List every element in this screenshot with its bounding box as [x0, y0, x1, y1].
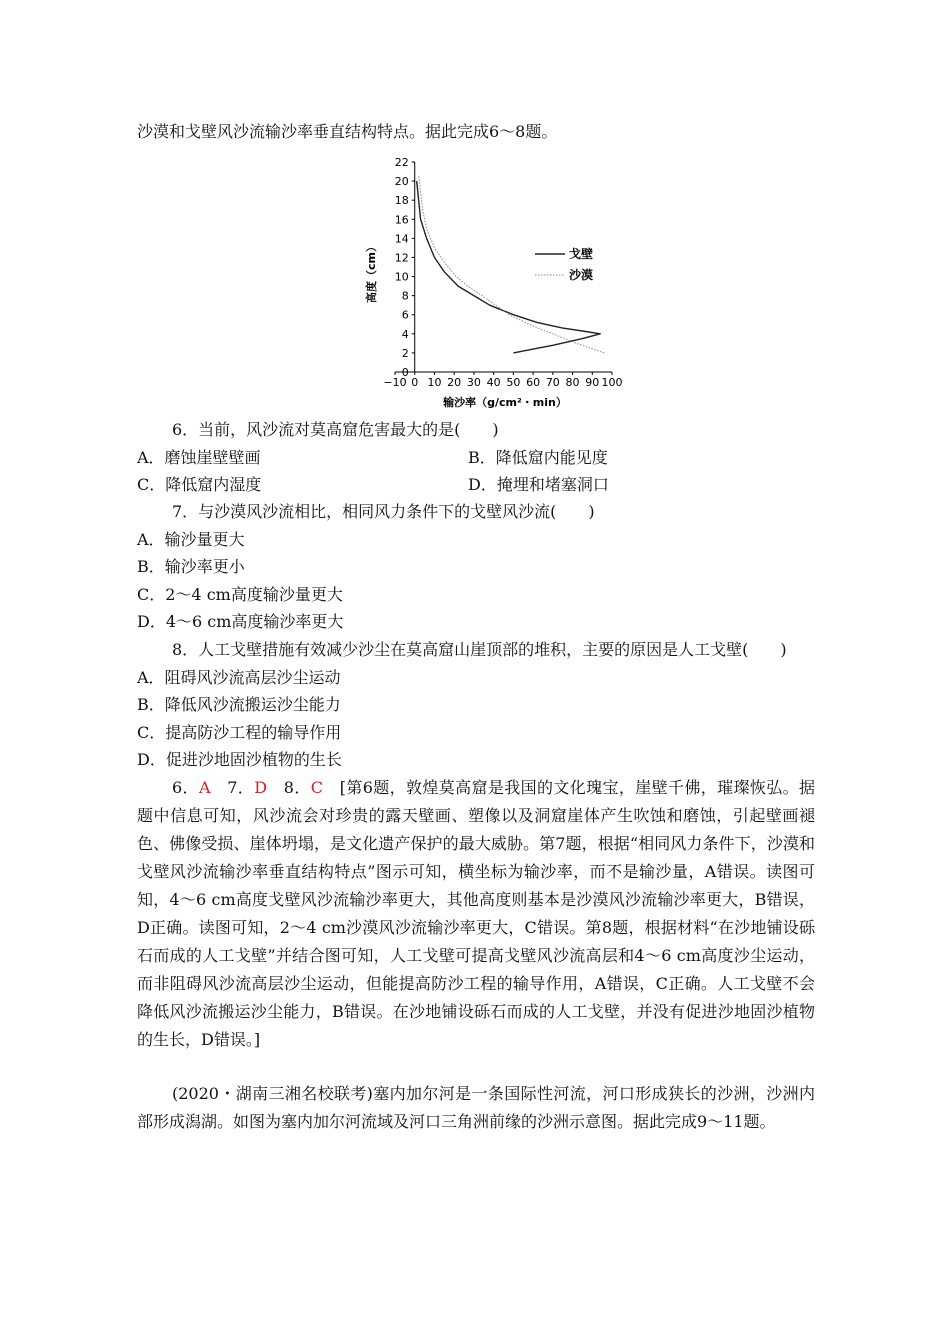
answer-8-key: C [310, 778, 323, 797]
answer-7-key: D [254, 778, 268, 797]
x-tick-label: 20 [447, 376, 462, 389]
answer-explanation [137, 774, 815, 1054]
x-tick-label: 60 [526, 376, 541, 389]
x-tick-label: 100 [601, 376, 623, 389]
answer-6-key: A [198, 778, 211, 797]
q7-option-d: D．4～6 cm高度输沙率更大 [137, 612, 344, 631]
y-tick-label: 6 [401, 308, 409, 322]
q8-option-b: B．降低风沙流搬运沙尘能力 [137, 695, 341, 714]
y-tick-label: 12 [394, 251, 409, 265]
y-tick-label: 14 [394, 232, 409, 246]
sand-transport-chart [355, 150, 635, 412]
x-tick-label: 50 [506, 376, 521, 389]
y-tick-label: 0 [401, 366, 409, 379]
next-section-intro [137, 1080, 815, 1136]
legend-label: 戈壁 [569, 247, 594, 261]
series-line-desert [419, 176, 604, 353]
q7-stem: 7．与沙漠风沙流相比，相同风力条件下的戈壁风沙流( ) [172, 502, 595, 521]
q7-option-a: A．输沙量更大 [137, 530, 245, 549]
y-axis-label: 高度（cm） [365, 241, 378, 303]
chart-series [417, 176, 604, 353]
x-tick-label: 90 [585, 376, 600, 389]
q8-option-c: C．提高防沙工程的输导作用 [137, 723, 342, 742]
y-tick-label: 2 [401, 346, 409, 360]
answer-8-number: 8． [267, 778, 311, 797]
y-tick-label: 16 [394, 213, 409, 227]
y-tick-label: 18 [394, 194, 409, 208]
x-axis-label: 输沙率（g/cm²・min） [443, 396, 567, 409]
y-tick-label: 20 [394, 175, 409, 189]
y-tick-label: 22 [394, 156, 409, 169]
x-tick-label: 10 [427, 376, 442, 389]
q8-option-a: A．阻碍风沙流高层沙尘运动 [137, 668, 341, 687]
x-tick-label: −10 [383, 376, 407, 389]
chart-legend [535, 246, 593, 282]
answer-text: [第6题，敦煌莫高窟是我国的文化瑰宝，崖壁千佛，璀璨恢弘。据题中信息可知，风沙流会对珍贵的露天壁画、塑像以及洞窟崖体产生吹蚀和磨蚀，引起壁画褪色、佛像受损、崖体坍塌，是文化遗产保护的最大威胁。第7题，根据“相同风力条件下，沙漠和戈壁风沙流输沙率垂直结构特点”图示可知，横坐标为输沙率，而不是输沙量，A错误。读图可知，4～6 cm高度戈壁风沙流输沙率更大，其他高度则基本是沙漠风沙流输沙率更大，B错误，D正确。读图可知，2～4 cm沙漠风沙流输沙率更大，C错误。第8题，根据材料“在沙地铺设砾石而成的人工戈壁”并结合图可知，人工戈壁可提高戈壁风沙流高层和4～6 cm高度沙尘运动，而非阻碍风沙流高层沙尘运动，但能提高防沙工程的输导作用，A错误，C正确。人工戈壁不会降低风沙流搬运沙尘能力，B错误。在沙地铺设砾石而成的人工戈壁，并没有促进沙地固沙植物的生长，D错误。] [137, 778, 815, 1049]
x-tick-label: 80 [565, 376, 580, 389]
chart-axes [395, 162, 612, 372]
intro-line: 沙漠和戈壁风沙流输沙率垂直结构特点。据此完成6～8题。 [137, 122, 558, 141]
x-tick-label: 70 [545, 376, 560, 389]
q6-option-c: C．降低窟内湿度 [137, 475, 262, 494]
q7-option-c: C．2～4 cm高度输沙量更大 [137, 585, 343, 604]
y-tick-label: 4 [401, 327, 409, 341]
q6-option-b: B．降低窟内能见度 [468, 448, 608, 467]
y-tick-label: 10 [394, 270, 409, 284]
q6-option-a: A．磨蚀崖壁壁画 [137, 448, 261, 467]
q8-stem: 8．人工戈壁措施有效减少沙尘在莫高窟山崖顶部的堆积，主要的原因是人工戈壁( ) [172, 640, 787, 659]
q6-stem: 6．当前，风沙流对莫高窟危害最大的是( ) [172, 420, 499, 439]
x-tick-label: 0 [411, 376, 419, 389]
x-tick-label: 30 [466, 376, 481, 389]
series-line-gobi [417, 181, 601, 353]
x-tick-label: 40 [486, 376, 501, 389]
next-intro-text: (2020・湖南三湘名校联考)塞内加尔河是一条国际性河流，河口形成狭长的沙洲，沙洲内部形成潟湖。如图为塞内加尔河流域及河口三角洲前缘的沙洲示意图。据此完成9～11题。 [137, 1084, 815, 1131]
answer-7-number: 7． [210, 778, 255, 797]
answer-6-number: 6． [172, 778, 199, 797]
legend-label: 沙漠 [569, 268, 594, 282]
q8-option-d: D．促进沙地固沙植物的生长 [137, 750, 342, 769]
q6-option-d: D．掩埋和堵塞洞口 [468, 475, 609, 494]
q7-option-b: B．输沙率更小 [137, 557, 245, 576]
y-tick-label: 8 [401, 289, 409, 303]
